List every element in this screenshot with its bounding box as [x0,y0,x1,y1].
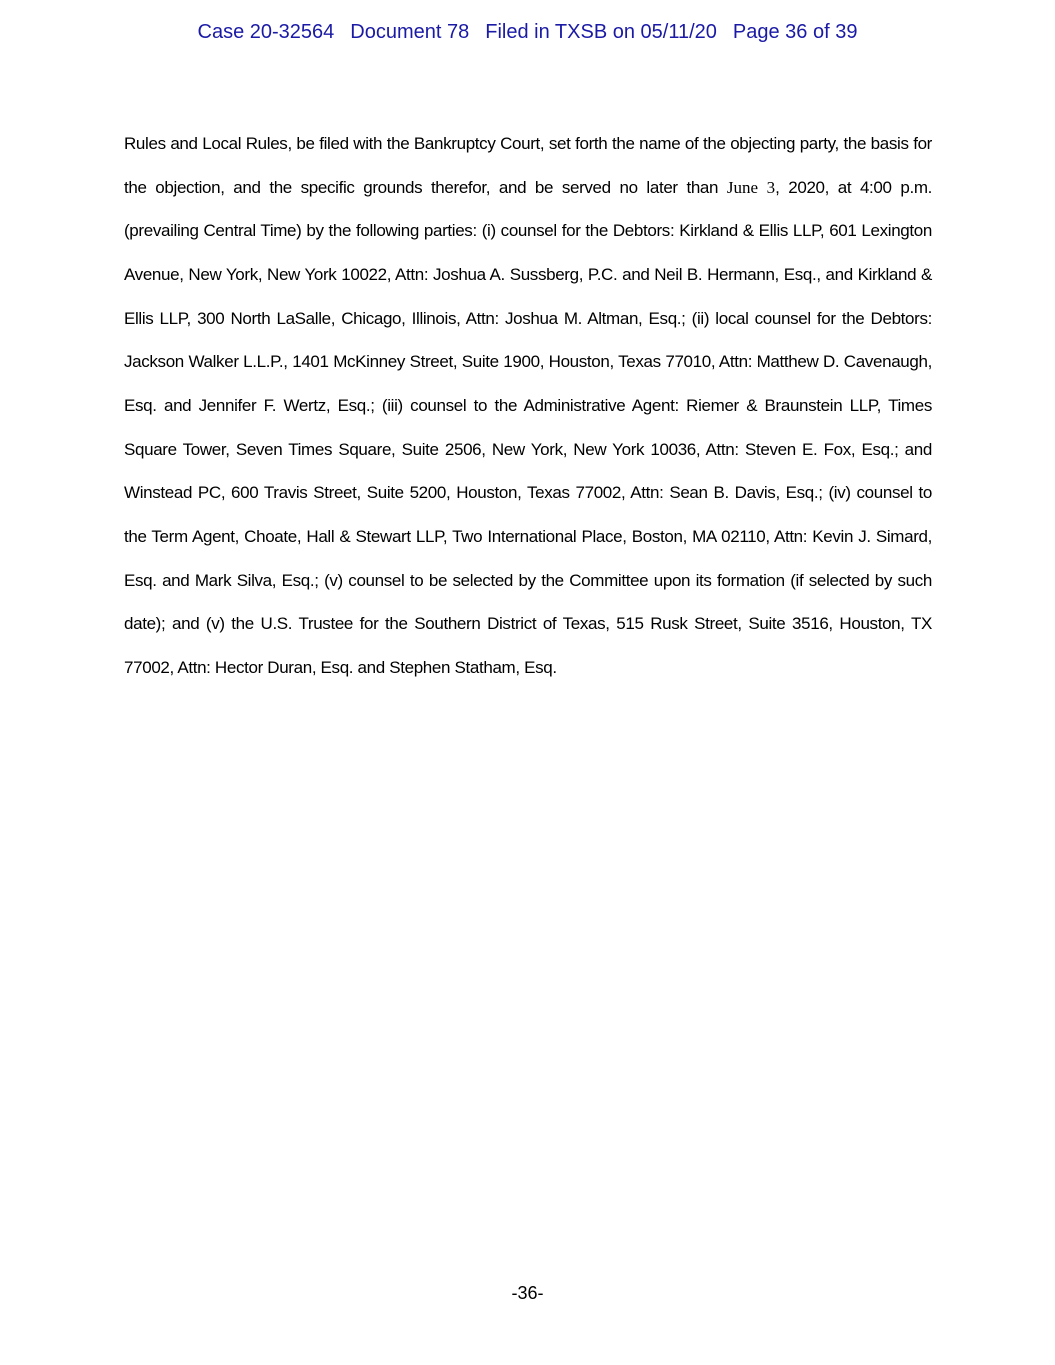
case-number: Case 20-32564 [197,21,335,43]
document-number: Document 78 [350,21,470,43]
body-text-part-2: , 2020, at 4:00 p.m. (prevailing Central Time) by the following parties: (i) counsel for the Debtors: Kirkland & Ellis LLP, 601 Lexington Avenue, New York, New York 10022, Attn: Joshua A. Sussberg, P.C. and Neil B. Hermann, Esq., and Kirkland & Ellis LLP, 300 North LaSalle, Chicago, Illinois, Attn: Joshua M. Altman, Esq.; (ii) local counsel for the Debtors: Jackson Walker L.L.P., 1401 McKinney Street, Suite 1900, Houston, Texas 77010, Attn: Matthew D. Cavenaugh, Esq. and Jennifer F. Wertz, Esq.; (iii) counsel to the Administrative Agent: Riemer & Braunstein LLP, Times Square Tower, Seven Times Square, Suite 2506, New York, New York 10036, Attn: Steven E. Fox, Esq.; and Winstead PC, 600 Travis Street, Suite 5200, Houston, Texas 77002, Attn: Sean B. Davis, Esq.; (iv) counsel to the Term Agent, Choate, Hall & Stewart LLP, Two International Place, Boston, MA 02110, Attn: Kevin J. Simard, Esq. and Mark Silva, Esq.; (v) counsel to be selected by the Committee upon its formation (if selected by such date); and (v) the U.S. Trustee for the Southern District of Texas, 515 Rusk Street, Suite 3516, Houston, TX 77002, Attn: Hector Duran, Esq. and Stephen Statham, Esq. [124,177,933,677]
court-filing-header [0,20,1055,44]
page-indicator: Page 36 of 39 [732,21,858,43]
filed-date: Filed in TXSB on 05/11/20 [485,21,717,43]
page-number: -36- [511,1283,544,1303]
body-text-part-1: Rules and Local Rules, be filed with the Bankruptcy Court, set forth the name of the objecting party, the basis for the objection, and the specific grounds therefor, and be served no later than [124,134,932,197]
body-paragraph [124,122,932,690]
objection-deadline-date: June 3 [726,177,776,197]
